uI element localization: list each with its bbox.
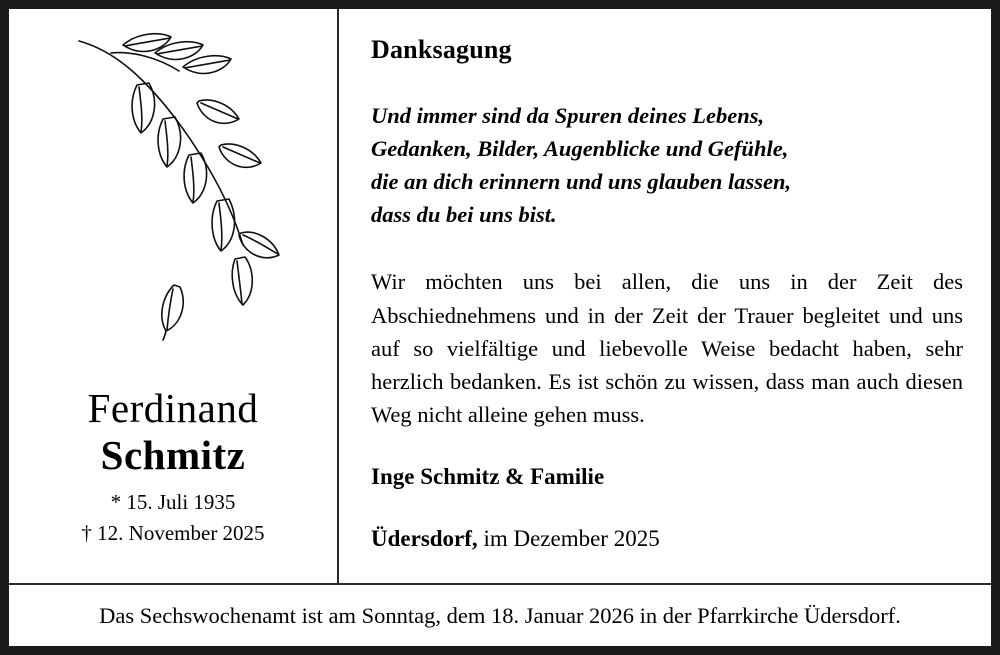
deceased-first-name: Ferdinand xyxy=(87,385,259,431)
poem-line: dass du bei uns bist. xyxy=(371,202,557,228)
left-column xyxy=(9,9,339,583)
birth-date: * 15. Juli 1935 xyxy=(110,490,236,515)
deceased-last-name: Schmitz xyxy=(100,432,246,479)
thank-you-text: Wir möchten uns bei allen, die uns in der Zeit des Abschiednehmens und in der Zeit der Trauer begleitet und uns auf so vielfältige und liebevolle Weise bedacht haben, sehr herzlich bedanken. Es ist schön zu wissen, dass man auch diesen Weg nicht alleine gehen muss. xyxy=(371,269,963,428)
footer-area xyxy=(9,585,991,646)
place-date: im Dezember 2025 xyxy=(477,525,660,551)
poem-line: die an dich erinnern und uns glauben lassen, xyxy=(371,169,792,195)
poem-block xyxy=(371,99,963,231)
poem-line: Und immer sind da Spuren deines Lebens, xyxy=(371,103,765,128)
footer-note: Das Sechswochenamt ist am Sonntag, dem 18. Januar 2026 in der Pfarrkirche Üdersdorf. xyxy=(99,602,901,628)
obituary-inner xyxy=(9,9,991,646)
place-date-line xyxy=(371,526,963,552)
deceased-dates xyxy=(23,487,323,548)
death-date: † 12. November 2025 xyxy=(81,520,265,545)
obituary-columns xyxy=(9,9,991,583)
page-title: Danksagung xyxy=(371,35,512,64)
poem-line: Gedanken, Bilder, Augenblicke und Gefühle, xyxy=(371,136,789,162)
signature-line: Inge Schmitz & Familie xyxy=(371,463,605,489)
place-name: Üdersdorf, xyxy=(371,525,478,551)
right-column xyxy=(339,9,999,583)
single-leaf-icon xyxy=(154,281,194,341)
deceased-name-block xyxy=(9,387,337,548)
